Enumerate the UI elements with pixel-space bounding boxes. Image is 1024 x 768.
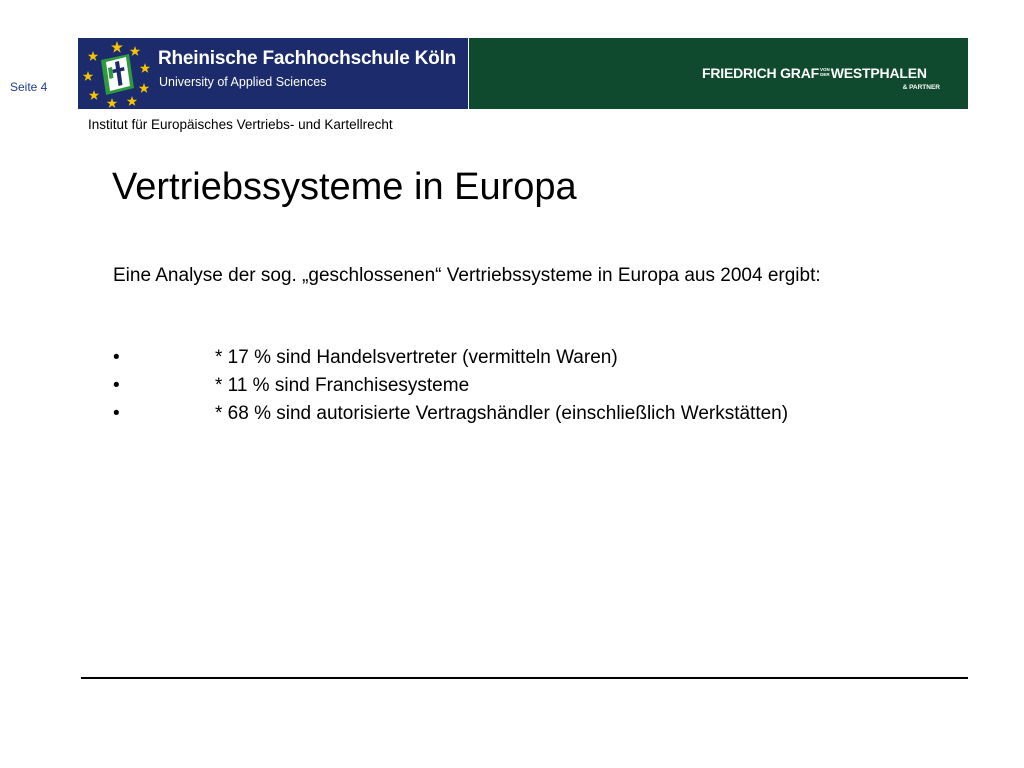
bullet-text: * 17 % sind Handelsvertreter (vermitteln Waren) [215,347,618,368]
page-number: Seite 4 [10,80,48,94]
bullet-mark: • [113,375,120,396]
firm-partner-label: & PARTNER [902,84,940,91]
firm-name-von: VON [819,67,830,72]
university-name: Rheinische Fachhochschule Köln [158,48,457,69]
bullet-text: * 11 % sind Franchisesysteme [215,375,470,396]
firm-name-vonder [820,67,830,77]
intro-paragraph: Eine Analyse der sog. „geschlossenen“ Vertriebssysteme in Europa aus 2004 ergibt: [113,265,821,286]
firm-logo [702,65,927,95]
bullet-mark: • [113,347,120,368]
firm-name-der: DER [820,72,830,77]
institute-name: Institut für Europäisches Vertriebs- und Kartellrecht [88,117,393,132]
university-subtitle: University of Applied Sciences [159,75,327,89]
slide-title: Vertriebssysteme in Europa [112,166,577,208]
bullet-text: * 68 % sind autorisierte Vertragshändler (einschließlich Werkstätten) [215,403,789,424]
firm-name-part2: WESTPHALEN [830,65,927,81]
bullet-mark: • [113,403,120,424]
footer-divider [81,677,968,679]
firm-logo-banner [469,38,968,109]
university-logo-banner [78,38,468,109]
firm-name-part1: FRIEDRICH GRAF [702,65,819,81]
rfh-emblem-icon [82,38,152,109]
